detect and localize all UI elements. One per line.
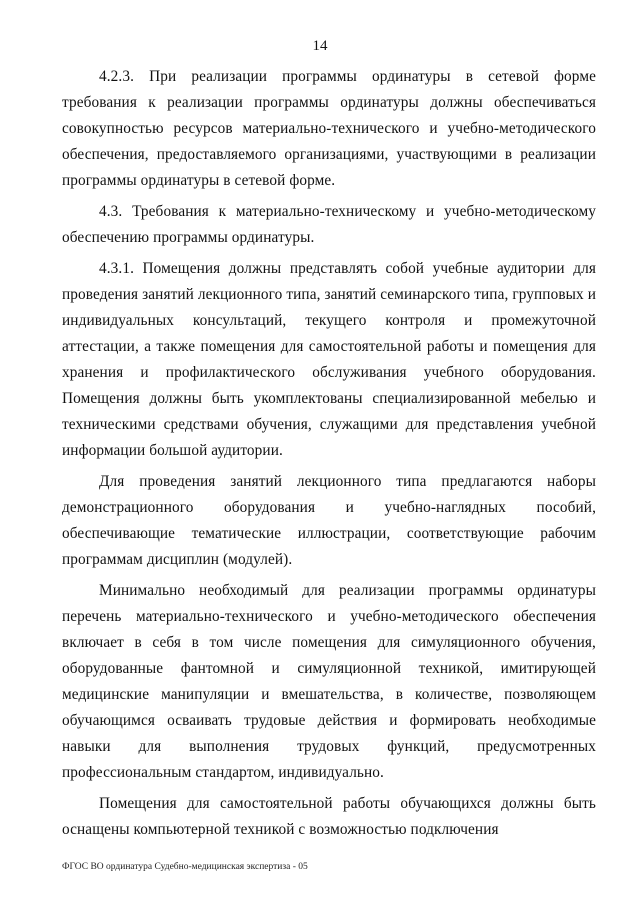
page-number: 14 <box>312 38 328 54</box>
paragraph-4-2-3: 4.2.3. При реализации программы ординатуры в сетевой форме требования к реализации программы ординатуры должны обеспечиваться совокупностью ресурсов материально-технического и учебно-методического обеспечения, предоставляемого организациями, участвующими в реализации программы ординатуры в сетевой форме. <box>62 68 596 189</box>
document-body <box>62 64 596 848</box>
paragraph-minimal-resources: Минимально необходимый для реализации программы ординатуры перечень материально-технического и учебно-методического обеспечения включает в себя в том числе помещения для симуляционного обучения, оборудованные фантомной и симуляционной техникой, имитирующей медицинские манипуляции и вмешательства, в количестве, позволяющем обучающимся осваивать трудовые действия и формировать необходимые навыки для выполнения трудовых функций, предусмотренных профессиональным стандартом, индивидуально. <box>62 582 596 781</box>
paragraph-self-study-rooms: Помещения для самостоятельной работы обучающихся должны быть оснащены компьютерной техникой с возможностью подключения <box>62 795 596 838</box>
paragraph-lecture-equipment: Для проведения занятий лекционного типа предлагаются наборы демонстрационного оборудования и учебно-наглядных пособий, обеспечивающие тематические иллюстрации, соответствующие рабочим программам дисциплин (модулей). <box>62 473 596 568</box>
paragraph-4-3: 4.3. Требования к материально-техническому и учебно-методическому обеспечению программы ординатуры. <box>62 203 596 246</box>
page-footer: ФГОС ВО ординатура Судебно-медицинская экспертиза - 05 <box>62 862 308 872</box>
paragraph-4-3-1: 4.3.1. Помещения должны представлять собой учебные аудитории для проведения занятий лекционного типа, занятий семинарского типа, групповых и индивидуальных консультаций, текущего контроля и промежуточной аттестации, а также помещения для самостоятельной работы и помещения для хранения и профилактического обслуживания учебного оборудования. Помещения должны быть укомплектованы специализированной мебелью и техническими средствами обучения, служащими для представления учебной информации большой аудитории. <box>62 260 596 459</box>
